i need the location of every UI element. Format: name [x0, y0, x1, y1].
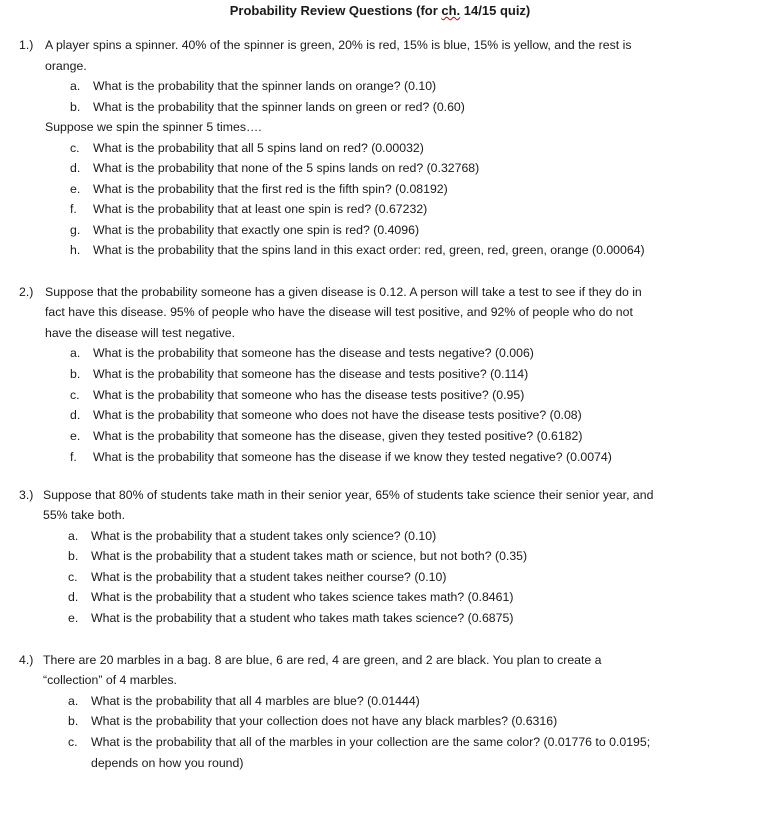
item-letter: h.: [70, 243, 81, 257]
spellcheck-word: ch.: [441, 3, 461, 18]
item-letter: e.: [70, 429, 81, 443]
item-letter: f.: [70, 202, 77, 216]
item-letter: a.: [70, 79, 81, 93]
list-item: What is the probability that a student takes only science? (0.10): [91, 529, 437, 543]
item-letter: a.: [68, 529, 79, 543]
list-item: What is the probability that all of the marbles in your collection are the same color? (0.01776 to 0.0195;: [91, 735, 651, 749]
item-letter: e.: [68, 611, 79, 625]
question-number: 2.): [19, 285, 34, 299]
item-letter: d.: [70, 161, 81, 175]
item-letter: b.: [68, 714, 79, 728]
list-item: What is the probability that a student who takes math takes science? (0.6875): [91, 611, 514, 625]
item-letter: a.: [70, 346, 81, 360]
item-letter: e.: [70, 182, 81, 196]
list-item: What is the probability that someone has the disease, given they tested positive? (0.6182): [93, 429, 583, 443]
list-item-continuation: depends on how you round): [91, 756, 244, 770]
list-item: What is the probability that the spins land in this exact order: red, green, red, green, orange (0.00064): [93, 243, 645, 257]
question-note: Suppose we spin the spinner 5 times….: [45, 120, 262, 134]
item-letter: b.: [70, 100, 81, 114]
question-number: 1.): [19, 38, 34, 52]
question-prompt: 55% take both.: [43, 508, 126, 522]
item-letter: d.: [68, 590, 79, 604]
page-title: Probability Review Questions (for ch. 14/15 quiz): [229, 3, 531, 18]
list-item: What is the probability that all 4 marbles are blue? (0.01444): [91, 694, 420, 708]
list-item: What is the probability that the first red is the fifth spin? (0.08192): [93, 182, 448, 196]
item-letter: c.: [68, 570, 78, 584]
list-item: What is the probability that all 5 spins land on red? (0.00032): [93, 141, 424, 155]
list-item: What is the probability that none of the 5 spins lands on red? (0.32768): [93, 161, 480, 175]
question-prompt: Suppose that 80% of students take math in their senior year, 65% of students take science their senior year, and: [43, 488, 654, 502]
list-item: What is the probability that the spinner lands on orange? (0.10): [93, 79, 437, 93]
list-item: What is the probability that a student takes math or science, but not both? (0.35): [91, 549, 528, 563]
list-item: What is the probability that someone has the disease if we know they tested negative? (0.0074): [93, 450, 612, 464]
question-prompt: There are 20 marbles in a bag. 8 are blue, 6 are red, 4 are green, and 2 are black. You plan to create a: [43, 653, 602, 667]
item-letter: b.: [68, 549, 79, 563]
item-letter: d.: [70, 408, 81, 422]
question-number: 3.): [19, 488, 34, 502]
question-prompt: fact have this disease. 95% of people who have the disease will test positive, and 92% of people who do not: [45, 305, 633, 319]
question-prompt: orange.: [45, 59, 87, 73]
list-item: What is the probability that exactly one spin is red? (0.4096): [93, 223, 420, 237]
list-item: What is the probability that someone who does not have the disease tests positive? (0.08): [93, 408, 582, 422]
list-item: What is the probability that a student takes neither course? (0.10): [91, 570, 447, 584]
list-item: What is the probability that someone has the disease and tests negative? (0.006): [93, 346, 534, 360]
question-prompt: have the disease will test negative.: [45, 326, 236, 340]
question-number: 4.): [19, 653, 34, 667]
item-letter: c.: [70, 141, 80, 155]
list-item: What is the probability that a student who takes science takes math? (0.8461): [91, 590, 514, 604]
item-letter: a.: [68, 694, 79, 708]
item-letter: b.: [70, 367, 81, 381]
question-prompt: A player spins a spinner. 40% of the spinner is green, 20% is red, 15% is blue, 15% is yellow, and the rest is: [45, 38, 632, 52]
list-item: What is the probability that at least one spin is red? (0.67232): [93, 202, 428, 216]
list-item: What is the probability that your collection does not have any black marbles? (0.6316): [91, 714, 558, 728]
question-prompt: Suppose that the probability someone has a given disease is 0.12. A person will take a test to see if they do in: [45, 285, 642, 299]
list-item: What is the probability that someone who has the disease tests positive? (0.95): [93, 388, 525, 402]
item-letter: c.: [70, 388, 80, 402]
list-item: What is the probability that the spinner lands on green or red? (0.60): [93, 100, 465, 114]
list-item: What is the probability that someone has the disease and tests positive? (0.114): [93, 367, 529, 381]
item-letter: c.: [68, 735, 78, 749]
item-letter: f.: [70, 450, 77, 464]
item-letter: g.: [70, 223, 81, 237]
question-prompt: “collection” of 4 marbles.: [43, 673, 177, 687]
